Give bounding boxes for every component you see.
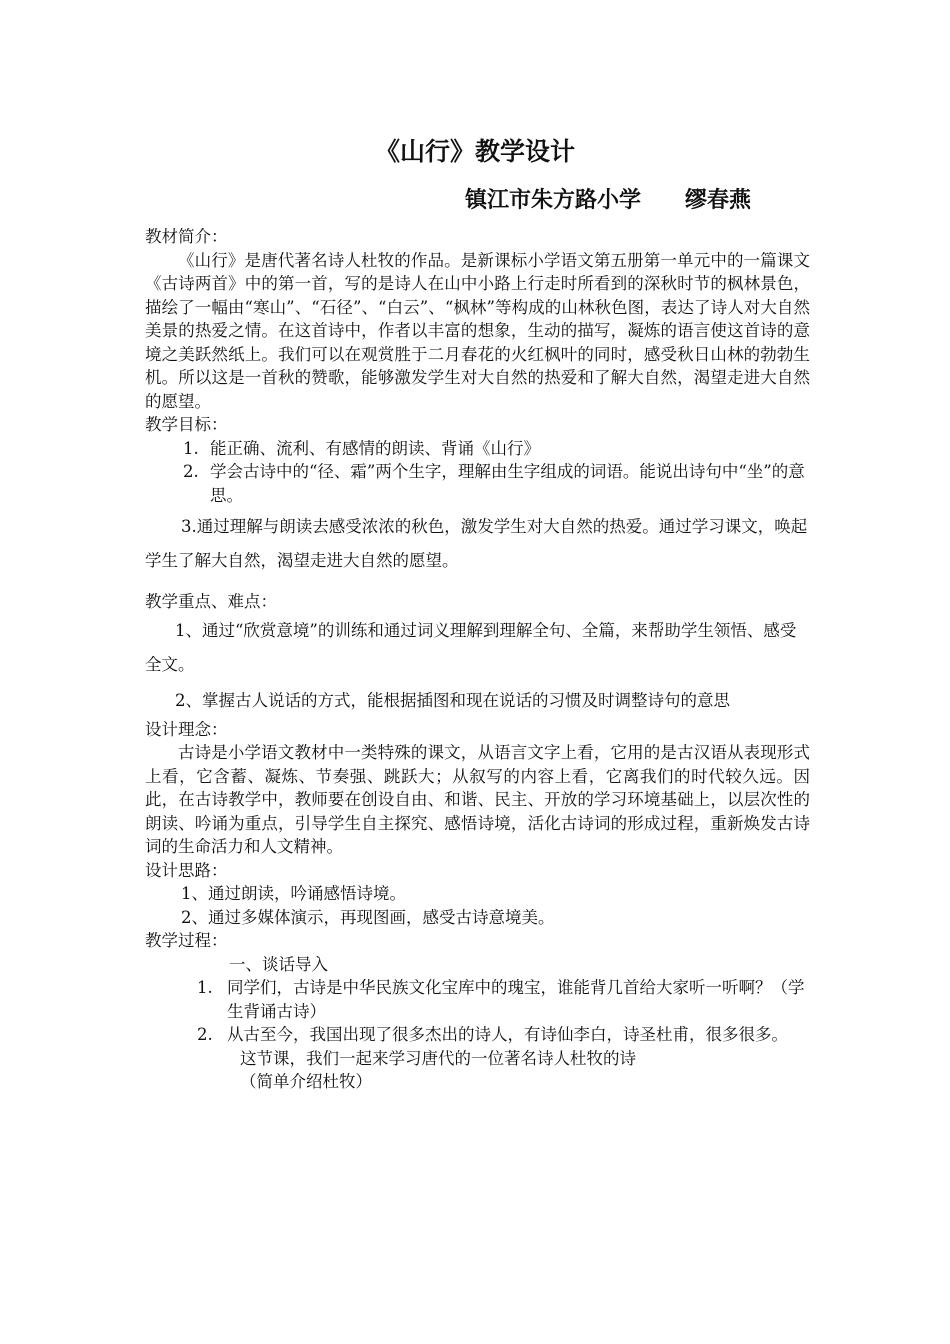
- step-extra: 这节课，我们一起来学习唐代的一位著名诗人杜牧的诗: [240, 1048, 636, 1068]
- key-text: 1、通过“欣赏意境”的训练和通过词义理解到理解全句、全篇，来帮助学生领悟、感受全文。: [145, 620, 797, 674]
- goal-number: 1.: [183, 438, 199, 458]
- document-body: [145, 225, 810, 1094]
- step-text: 从古至今，我国出现了很多杰出的诗人，有诗仙李白，诗圣杜甫，很多很多。: [227, 1025, 788, 1044]
- author-line: 镇江市朱方路小学 缪春燕: [465, 188, 752, 213]
- key-item: [145, 614, 810, 682]
- step-item: [145, 976, 810, 1023]
- steps-list: [145, 976, 810, 1047]
- step-text: 同学们，古诗是中华民族文化宝库中的瑰宝，谁能背几首给大家听一听啊？（学生背诵古诗）: [227, 978, 805, 1021]
- process-heading: 教学过程：: [145, 931, 228, 950]
- route-item: 1、通过朗读，吟诵感悟诗境。: [181, 884, 406, 903]
- key-item: 2、掌握古人说话的方式，能根据插图和现在说话的习惯及时调整诗句的意思: [175, 690, 730, 710]
- goals-list: [145, 437, 810, 508]
- step-number: 1.: [197, 978, 213, 997]
- step-heading: 一、谈话导入: [229, 954, 328, 974]
- goal-text: 能正确、流利、有感情的朗读、背诵《山行》: [210, 438, 540, 458]
- page-title: 《山行》教学设计: [374, 137, 575, 166]
- route-item: 2、通过多媒体演示，再现图画，感受古诗意境美。: [181, 907, 555, 927]
- step-number: 2.: [197, 1025, 213, 1044]
- idea-paragraph: 古诗是小学语文教材中一类特殊的课文，从语言文字上看，它用的是古汉语从表现形式上看，它含蓄、凝炼、节奏强、跳跃大；从叙写的内容上看，它离我们的时代较久远。因此，在古诗教学中，教师要在创设自由、和谐、民主、开放的学习环境基础上，以层次性的朗读、吟诵为重点，引导学生自主探究、感悟诗境，活化古诗词的形成过程，重新焕发古诗词的生命活力和人文精神。: [145, 743, 810, 856]
- goal-text: 3.通过理解与朗读去感受浓浓的秋色，激发学生对大自然的热爱。通过学习课文，唤起学生了解大自然，渴望走进大自然的愿望。: [145, 517, 808, 570]
- goal-item: [145, 437, 810, 461]
- goal-item: [145, 460, 810, 507]
- step-note: （简单介绍杜牧）: [240, 1072, 372, 1091]
- intro-heading: 教材简介：: [145, 227, 228, 246]
- goals-heading: 教学目标：: [145, 415, 228, 434]
- route-heading: 设计思路：: [145, 860, 228, 880]
- step-item: [145, 1023, 810, 1047]
- key-heading: 教学重点、难点：: [145, 592, 277, 611]
- goal-text: 学会古诗中的“径、霜”两个生字，理解由生字组成的词语。能说出诗句中“坐”的意思。: [210, 462, 805, 505]
- goal-number: 2.: [183, 462, 199, 481]
- idea-heading: 设计理念：: [145, 719, 228, 739]
- goal-item-3: [145, 510, 810, 578]
- intro-paragraph: 《山行》是唐代著名诗人杜牧的作品。是新课标小学语文第五册第一单元中的一篇课文《古诗两首》中的第一首，写的是诗人在山中小路上行走时所看到的深秋时节的枫林景色，描绘了一幅由“寒山”、“石径”、“白云”、“枫林”等构成的山林秋色图，表达了诗人对大自然美景的热爱之情。在这首诗中，作者以丰富的想象，生动的描写，凝炼的语言使这首诗的意境之美跃然纸上。我们可以在观赏胜于二月春花的火红枫叶的同时，感受秋日山林的勃勃生机。所以这是一首秋的赞歌，能够激发学生对大自然的热爱和了解大自然，渴望走进大自然的愿望。: [145, 250, 810, 411]
